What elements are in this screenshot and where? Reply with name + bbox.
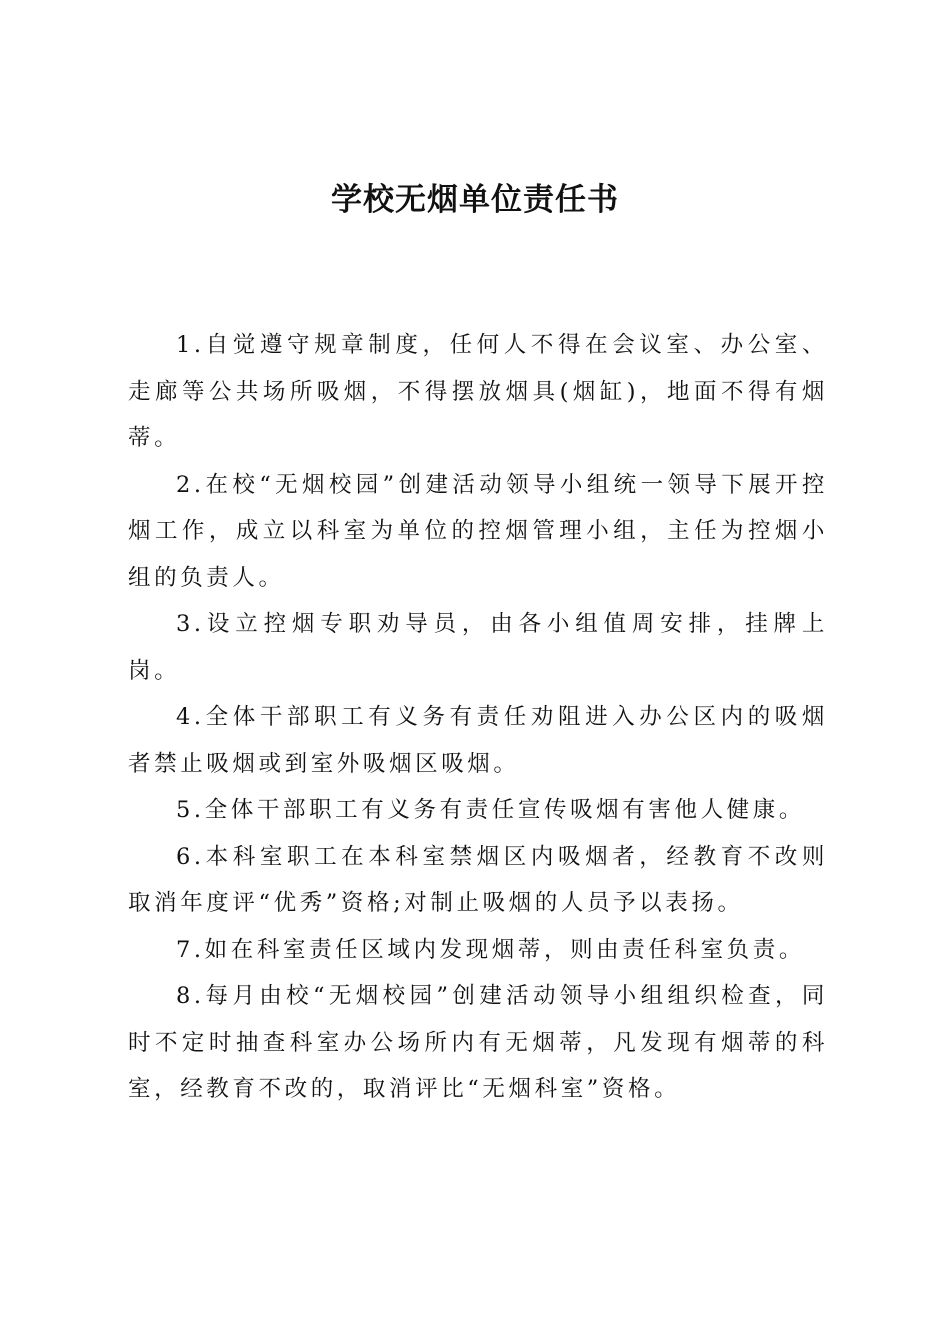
paragraph-7: 7.如在科室责任区域内发现烟蒂，则由责任科室负责。 bbox=[176, 936, 805, 963]
document-title: 学校无烟单位责任书 bbox=[331, 182, 619, 218]
paragraph-1: 1.自觉遵守规章制度，任何人不得在会议室、办公室、走廊等公共场所吸烟，不得摆放烟具(烟缸)，地面不得有烟蒂。 bbox=[128, 332, 828, 451]
paragraph-8: 8.每月由校“无烟校园”创建活动领导小组组织检查，同时不定时抽查科室办公场所内有无烟蒂，凡发现有烟蒂的科室，经教育不改的，取消评比“无烟科室”资格。 bbox=[128, 983, 828, 1102]
paragraph-5: 5.全体干部职工有义务有责任宣传吸烟有害他人健康。 bbox=[176, 797, 805, 823]
paragraph-6: 6.本科室职工在本科室禁烟区内吸烟者，经教育不改则取消年度评“优秀”资格;对制止吸烟的人员予以表扬。 bbox=[128, 843, 828, 916]
paragraph-4: 4.全体干部职工有义务有责任劝阻进入办公区内的吸烟者禁止吸烟或到室外吸烟区吸烟。 bbox=[128, 704, 828, 777]
document-body bbox=[128, 322, 828, 1113]
paragraph-2: 2.在校“无烟校园”创建活动领导小组统一领导下展开控烟工作，成立以科室为单位的控烟管理小组，主任为控烟小组的负责人。 bbox=[128, 471, 828, 591]
paragraph-3: 3.设立控烟专职劝导员，由各小组值周安排，挂牌上岗。 bbox=[128, 611, 828, 684]
